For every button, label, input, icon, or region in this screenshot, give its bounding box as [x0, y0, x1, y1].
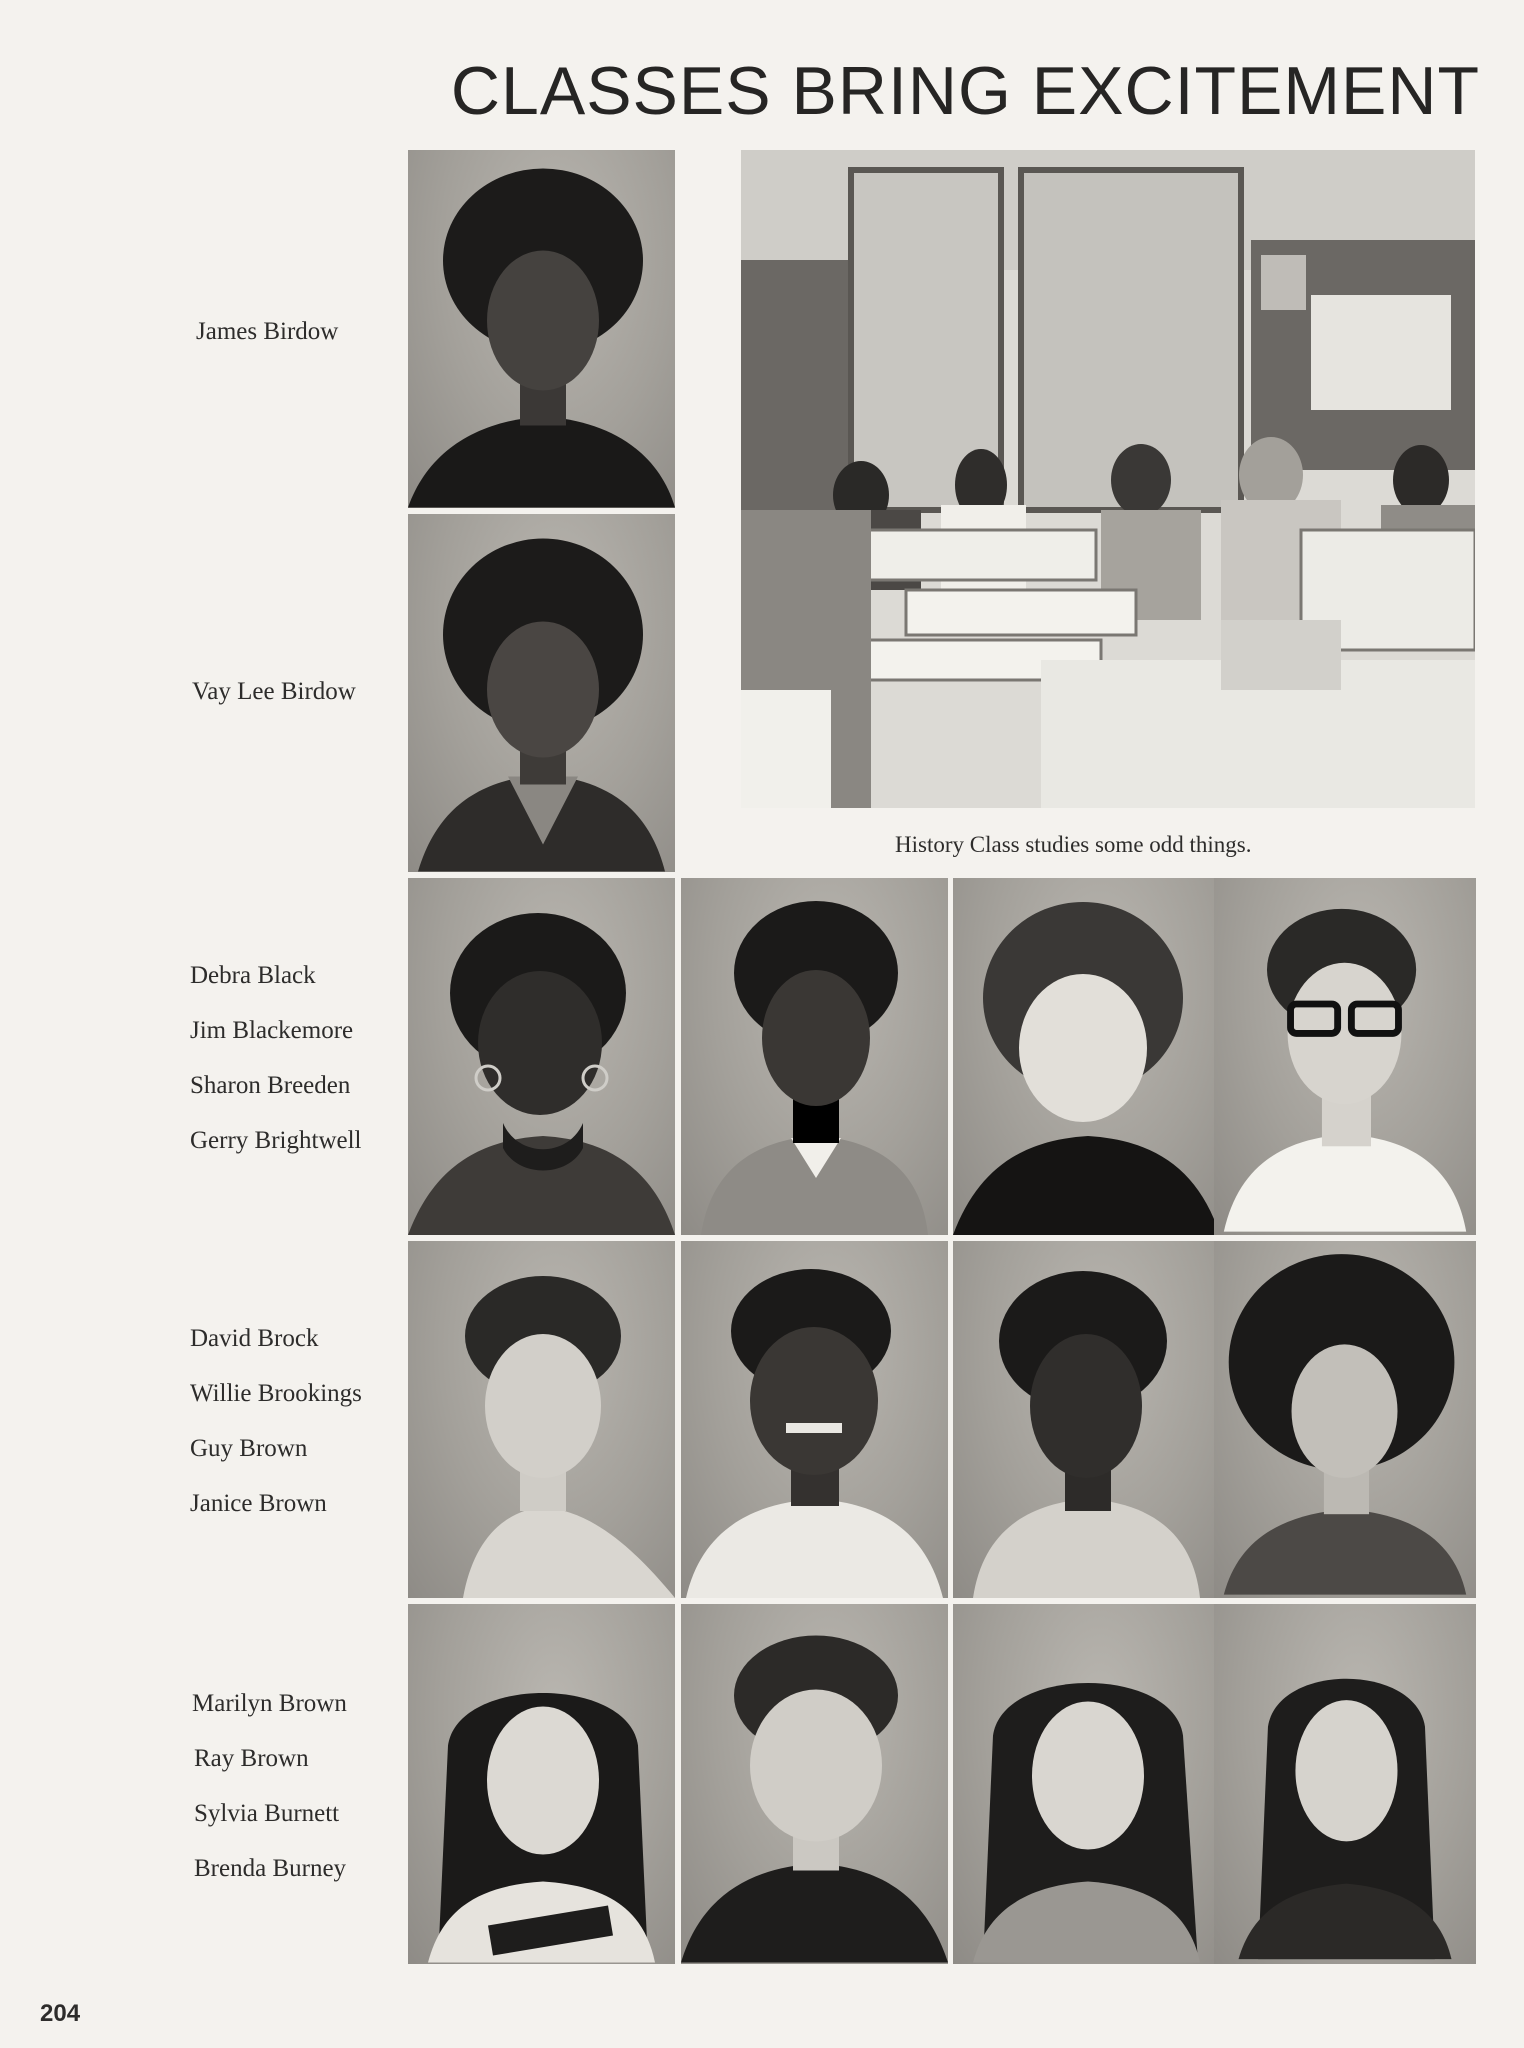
student-name: Janice Brown [190, 1490, 327, 1517]
student-portrait [681, 878, 948, 1235]
page-number: 204 [40, 2000, 81, 2027]
student-portrait [1214, 1241, 1476, 1598]
student-name: Guy Brown [190, 1435, 308, 1462]
student-portrait [408, 1241, 675, 1598]
page-title: CLASSES BRING EXCITEMENT [450, 53, 1480, 129]
student-name: Willie Brookings [190, 1380, 362, 1407]
student-name: Ray Brown [194, 1745, 309, 1772]
student-portrait [681, 1241, 948, 1598]
student-portrait [1214, 1604, 1476, 1964]
student-portrait [953, 878, 1220, 1235]
student-name: Vay Lee Birdow [192, 678, 356, 705]
student-portrait [1214, 878, 1476, 1235]
student-portrait [408, 514, 675, 872]
student-portrait [681, 1604, 948, 1964]
student-name: Brenda Burney [194, 1855, 347, 1882]
student-portrait [408, 150, 675, 508]
student-name: Sharon Breeden [190, 1072, 351, 1099]
student-portrait [953, 1241, 1220, 1598]
student-name: Debra Black [190, 962, 316, 989]
student-portrait [408, 1604, 675, 1964]
student-name: Sylvia Burnett [194, 1800, 340, 1827]
student-name: Jim Blackemore [190, 1017, 354, 1044]
student-name: Marilyn Brown [192, 1690, 347, 1717]
student-name: Gerry Brightwell [190, 1127, 362, 1154]
classroom-photo [741, 150, 1475, 808]
student-name: David Brock [190, 1325, 319, 1352]
student-portrait [953, 1604, 1220, 1964]
student-portrait [408, 878, 675, 1235]
photo-caption: History Class studies some odd things. [895, 832, 1252, 857]
student-name: James Birdow [196, 318, 339, 345]
